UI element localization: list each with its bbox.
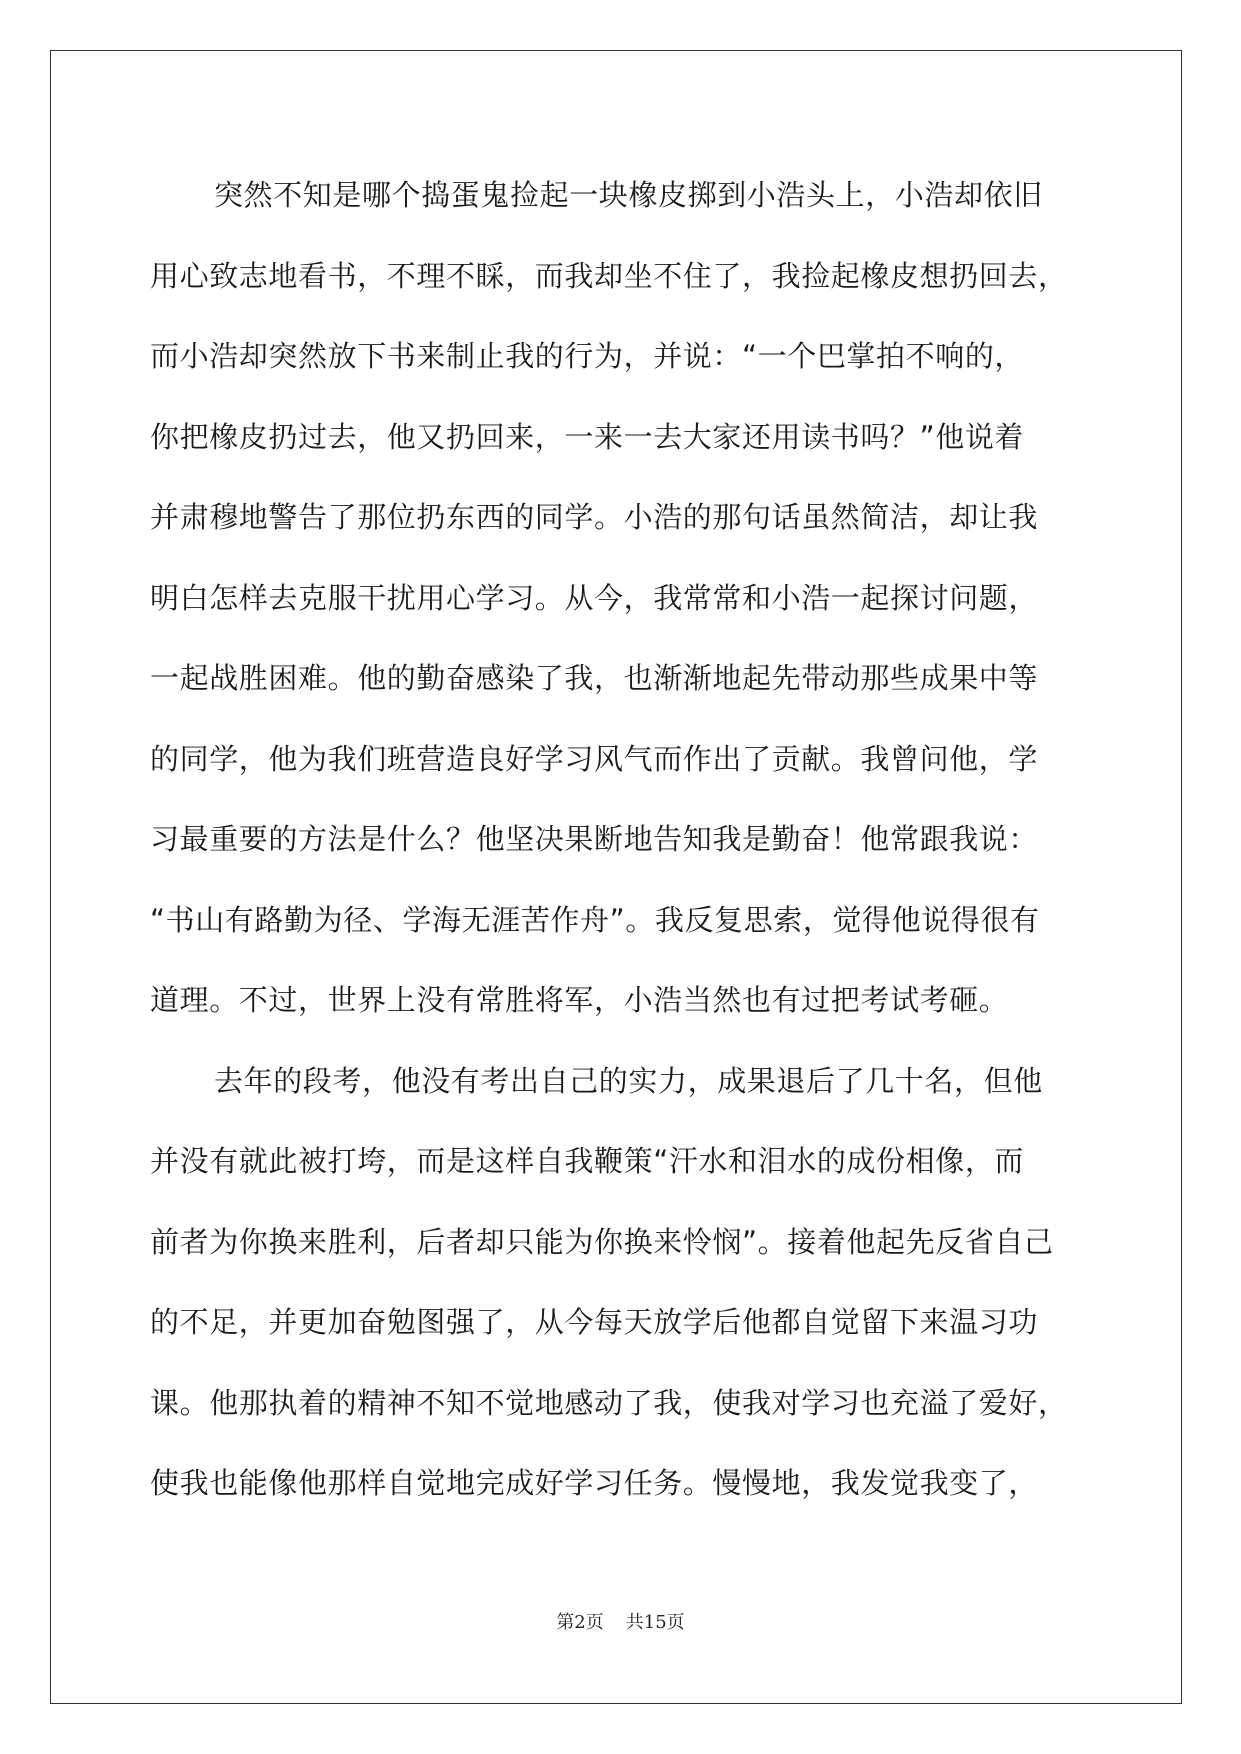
text-line: 你把橡皮扔过去，他又扔回来，一来一去大家还用读书吗？”他说着 <box>150 419 1025 454</box>
text-line: 明白怎样去克服干扰用心学习。从今，我常常和小浩一起探讨问题， <box>150 580 1039 615</box>
text-line: 一起战胜困难。他的勤奋感染了我，也渐渐地起先带动那些成果中等 <box>150 661 1039 695</box>
text-line: 的不足，并更加奋勉图强了，从今每天放学后他都自觉留下来温习功 <box>150 1305 1039 1339</box>
text-line: 课。他那执着的精神不知不觉地感动了我，使我对学习也充溢了爱好， <box>150 1385 1068 1420</box>
text-line: 习最重要的方法是什么？他坚决果断地告知我是勤奋！他常跟我说： <box>150 822 1039 856</box>
text-line: 使我也能像他那样自觉地完成好学习任务。慢慢地，我发觉我变了， <box>150 1466 1039 1500</box>
text-line: 的同学，他为我们班营造良好学习风气而作出了贡献。我曾问他，学 <box>150 741 1039 776</box>
text-line: 突然不知是哪个捣蛋鬼捡起一块橡皮掷到小浩头上，小浩却依旧 <box>214 178 1043 212</box>
page-footer <box>0 1608 1241 1634</box>
document-body <box>150 155 1110 1524</box>
text-line: 并肃穆地警告了那位扔东西的同学。小浩的那句话虽然简洁，却让我 <box>150 500 1039 534</box>
text-line: 用心致志地看书，不理不睬，而我却坐不住了，我捡起橡皮想扔回去， <box>150 258 1068 293</box>
text-line: 并没有就此被打垮，而是这样自我鞭策“汗水和泪水的成份相像，而 <box>150 1144 1025 1178</box>
text-line: 而小浩却突然放下书来制止我的行为，并说：“一个巴掌拍不响的， <box>150 339 1025 373</box>
text-line: 前者为你换来胜利，后者却只能为你换来怜悯”。接着他起先反省自己 <box>150 1224 1054 1259</box>
text-line: 去年的段考，他没有考出自己的实力，成果退后了几十名，但他 <box>214 1063 1043 1098</box>
page-number: 第2页 <box>556 1612 604 1633</box>
text-line: “书山有路勤为径、学海无涯苦作舟”。我反复思索，觉得他说得很有 <box>150 902 1040 937</box>
page-total: 共15页 <box>625 1612 685 1633</box>
text-line: 道理。不过，世界上没有常胜将军，小浩当然也有过把考试考砸。 <box>150 983 1009 1017</box>
